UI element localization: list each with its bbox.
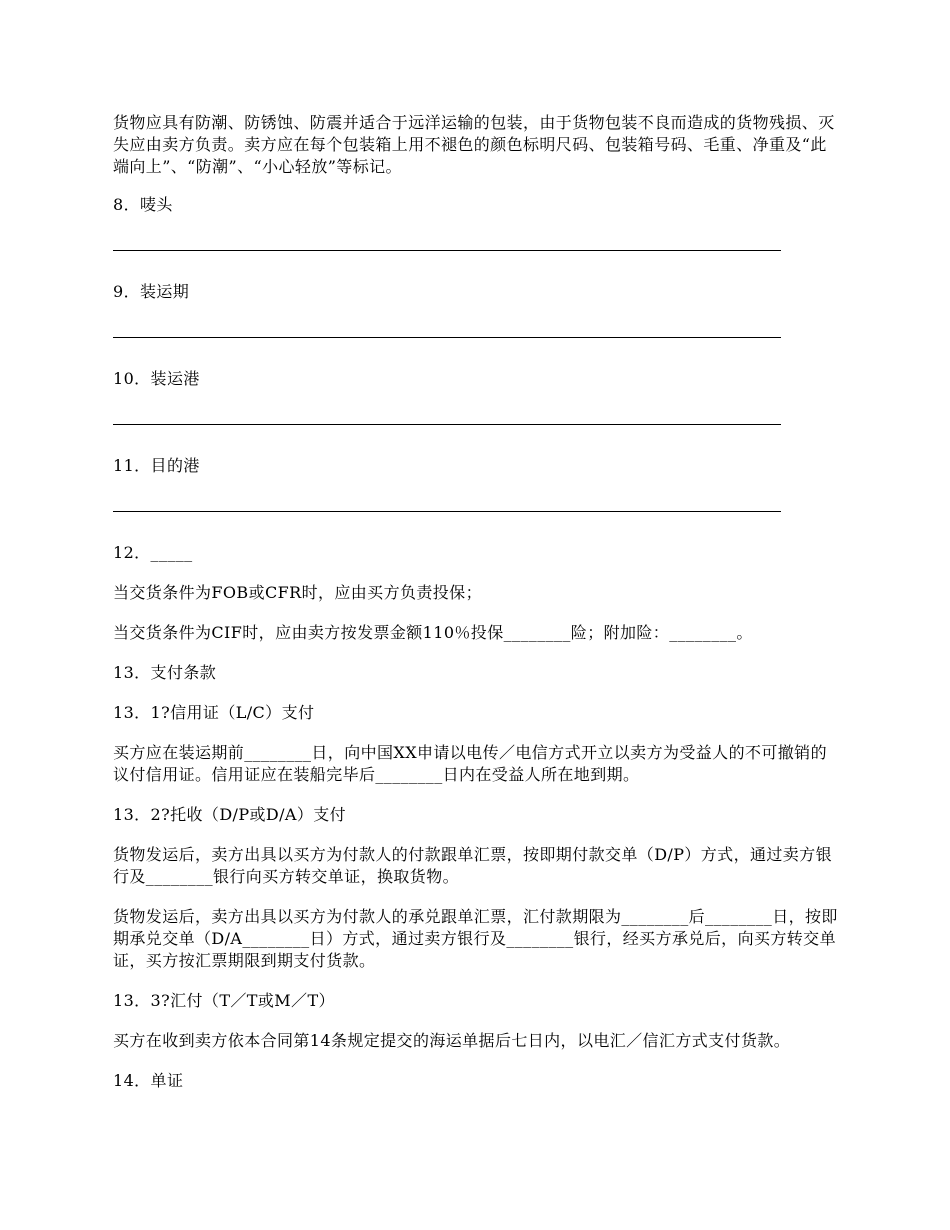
section-13-heading: 13．支付条款 xyxy=(113,663,217,682)
collection-da-paragraph: 货物发运后，卖方出具以买方为付款人的承兑跟单汇票，汇付款期限为________后________日，按即期承兑交单（D/A________日）方式，通过卖方银行及________银行，经买方承兑后，向买方转交单证，买方按汇票期限到期支付货款。 xyxy=(113,907,838,970)
section-14-heading: 14．单证 xyxy=(113,1071,184,1090)
insurance-fob-cfr-paragraph: 当交货条件为FOB或CFR时，应由买方负责投保； xyxy=(113,583,482,602)
letter-of-credit-paragraph: 买方应在装运期前________日，向中国XX申请以电传／电信方式开立以卖方为受益人的不可撤销的议付信用证。信用证应在装船完毕后________日内在受益人所在地到期。 xyxy=(113,743,827,784)
section-11-heading: 11．目的港 xyxy=(113,456,200,475)
shipping-mark-blank-line xyxy=(113,250,781,251)
section-12-heading: 12．_____ xyxy=(113,543,193,562)
section-13-3-heading: 13．3?汇付（T／T或M／T） xyxy=(113,991,335,1010)
insurance-cif-paragraph: 当交货条件为CIF时，应由卖方按发票金额110％投保________险；附加险：________。 xyxy=(113,623,753,642)
collection-dp-paragraph: 货物发运后，卖方出具以买方为付款人的付款跟单汇票，按即期付款交单（D/P）方式，通过卖方银行及________银行向买方转交单证，换取货物。 xyxy=(113,845,832,886)
section-13-2-heading: 13．2?托收（D/P或D/A）支付 xyxy=(113,805,347,824)
section-10-heading: 10．装运港 xyxy=(113,369,200,388)
remittance-paragraph: 买方在收到卖方依本合同第14条规定提交的海运单据后七日内，以电汇／信汇方式支付货款。 xyxy=(113,1031,791,1050)
section-13-1-heading: 13．1?信用证（L/C）支付 xyxy=(113,703,315,722)
section-8-heading: 8．唛头 xyxy=(113,195,173,214)
packing-clause-paragraph: 货物应具有防潮、防锈蚀、防震并适合于远洋运输的包装，由于货物包装不良而造成的货物残损、灭失应由卖方负责。卖方应在每个包装箱上用不褪色的颜色标明尺码、包装箱号码、毛重、净重及“此端向上”、“防潮”、“小心轻放”等标记。 xyxy=(113,113,835,176)
section-9-heading: 9．装运期 xyxy=(113,282,190,301)
shipment-period-blank-line xyxy=(113,337,781,338)
destination-port-blank-line xyxy=(113,511,781,512)
port-of-loading-blank-line xyxy=(113,424,781,425)
contract-page xyxy=(113,112,839,1092)
